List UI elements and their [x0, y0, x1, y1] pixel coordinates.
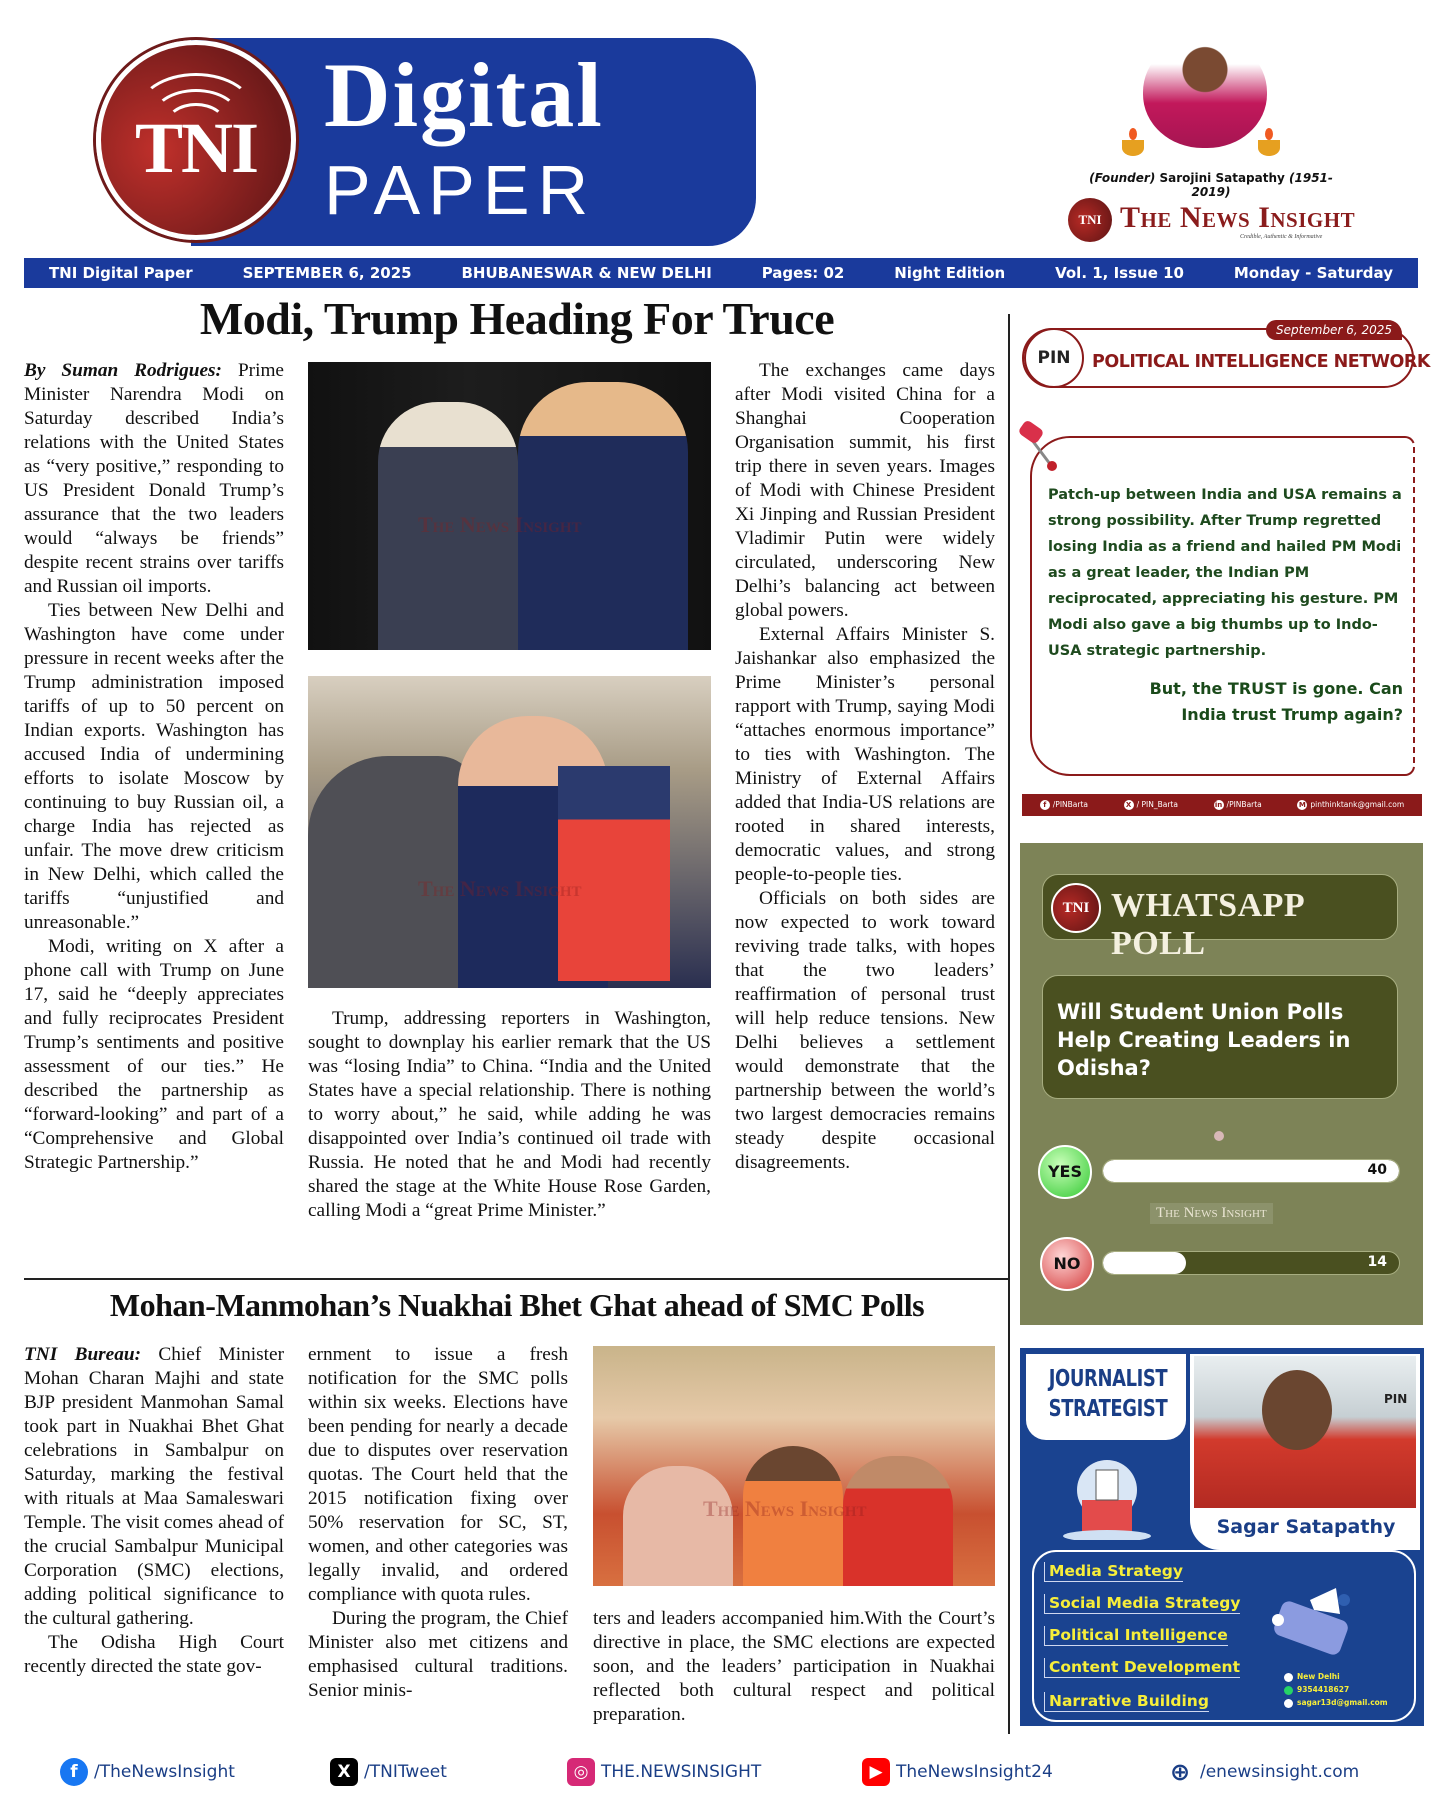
- megaphone-phone-icon: [1266, 1580, 1356, 1660]
- poll-no-bar: [1102, 1251, 1400, 1275]
- tni-logo: TNI: [1051, 883, 1101, 933]
- info-date: SEPTEMBER 6, 2025: [242, 264, 412, 282]
- poll-yes-bar: [1102, 1159, 1400, 1183]
- story1-paragraph: Prime Minister Narendra Modi on Saturday described India’s relations with the United States as “very positive,” responding to US President Donald Trump’s assurance that the two leaders would “always be friends” despite recent strains over tariffs and Russian oil imports.: [24, 360, 284, 597]
- story2-paragraph: ernment to issue a fresh notification for the SMC polls within six weeks. Elections have been pending for nearly a decade due to disputes over reservation quotas. The Court held that the 2015 notification fixing over 50% reservation for SC, ST, women, and other categories was legally invalid, and ordered compliance with quota rules.: [308, 1344, 568, 1605]
- footer-link-label: /TheNewsInsight: [94, 1762, 235, 1782]
- contact-location: [1284, 1670, 1388, 1683]
- poll-no-count: 14: [1367, 1254, 1387, 1270]
- founder-photo: [1143, 36, 1267, 148]
- founder-name: Sarojini Satapathy: [1159, 171, 1285, 185]
- poll-question-box: [1042, 975, 1398, 1099]
- founder-role: (Founder): [1089, 171, 1156, 185]
- poll-yes-count: 40: [1367, 1162, 1387, 1178]
- story1-column-2: [308, 1007, 711, 1223]
- story1-paragraph: External Affairs Minister S. Jaishankar also emphasized the Prime Minister’s personal rapport with Trump, saying Modi “attaches enormous importance” to ties with Washington. The Ministry of External Affairs added that India-US relations are rooted in shared interests, democratic values, and strong people-to-people ties.: [735, 624, 995, 885]
- info-pages: Pages: 02: [761, 264, 845, 282]
- info-paper-name: TNI Digital Paper: [48, 264, 193, 282]
- masthead-title: Digital: [324, 44, 604, 146]
- story1-headline: Modi, Trump Heading For Truce: [199, 293, 835, 344]
- footer-facebook-link[interactable]: [60, 1758, 235, 1786]
- x-icon: X: [330, 1758, 358, 1786]
- contact-email: [1284, 1696, 1388, 1709]
- masthead-logo: [96, 38, 756, 246]
- footer-website-link[interactable]: [1166, 1758, 1359, 1786]
- poll-header: [1042, 874, 1398, 962]
- tni-logo-circle: [96, 40, 296, 240]
- story2-paragraph: Chief Minister Mohan Charan Majhi and state BJP president Manmohan Samal took part in Nuakhai Bhet Ghat celebrations in Sambalpur on Saturday, marking the festival with rituals at Maa Samaleswari Temple. The visit comes ahead of the crucial Sambalpur Municipal Corporation (SMC) elections, adding political significance to the cultural gathering.: [24, 1344, 284, 1629]
- info-edition: Night Edition: [894, 264, 1006, 282]
- poll-no-button[interactable]: NO: [1040, 1237, 1094, 1291]
- nuakhai-celebration-photo: [593, 1346, 995, 1586]
- pin-date: September 6, 2025: [1266, 320, 1402, 340]
- pin-social-footer: [1022, 794, 1422, 816]
- tni-mini-logo-icon: [1214, 1131, 1224, 1141]
- pin-header: [1022, 323, 1430, 388]
- poll-watermark: The News Insight: [1150, 1203, 1273, 1224]
- modi-trump-photo-1: [308, 362, 711, 650]
- column-divider: [1008, 314, 1010, 1734]
- contact-email-text[interactable]: sagar13d@gmail.com: [1297, 1698, 1388, 1707]
- facebook-icon: f: [60, 1758, 88, 1786]
- footer-link-label: TheNewsInsight24: [896, 1762, 1053, 1782]
- skill-item: Social Media Strategy: [1044, 1594, 1240, 1614]
- pin-social-facebook[interactable]: [1040, 800, 1088, 810]
- watermark: The News Insight: [418, 876, 582, 901]
- strategist-title-line: JOURNALIST: [1048, 1366, 1168, 1392]
- story2-column-3: [593, 1607, 995, 1727]
- whatsapp-icon: [1284, 1686, 1293, 1695]
- story2-column-2: [308, 1343, 568, 1703]
- story2-column-1: [24, 1343, 284, 1679]
- skill-item: Narrative Building: [1044, 1692, 1209, 1712]
- footer-link-label: /TNITweet: [364, 1762, 447, 1782]
- tni-brand-logo: TNI: [1068, 198, 1112, 242]
- pin-logo: PIN: [1024, 328, 1084, 388]
- brand-name: The News Insight: [1120, 201, 1356, 234]
- pin-question: But, the TRUST is gone. Can India trust Trump again?: [1149, 679, 1403, 724]
- skill-item: Media Strategy: [1044, 1562, 1183, 1582]
- strategist-title-box: [1026, 1354, 1186, 1440]
- logo-text: TNI: [134, 108, 258, 188]
- skill-item: Political Intelligence: [1044, 1626, 1228, 1646]
- story1-paragraph: Trump, addressing reporters in Washington, sought to downplay his earlier remark that the US was “losing India” to China. “India and the United States have a special relationship. There is nothing to worry about,” he said, while adding he was disappointed over India’s continued oil trade with Russia. He noted that he and Modi had recently shared the stage at the White House Rose Garden, calling Modi a “great Prime Minister.”: [308, 1008, 711, 1221]
- facebook-icon: f: [1040, 800, 1050, 810]
- info-location: BHUBANESWAR & NEW DELHI: [461, 264, 712, 282]
- pin-name: POLITICAL INTELLIGENCE NETWORK: [1092, 352, 1430, 372]
- mail-icon: [1284, 1699, 1293, 1708]
- political-intelligence-network-card: [1018, 318, 1430, 818]
- story2-paragraph: During the program, the Chief Minister also met citizens and emphasised cultural traditions. Senior minis-: [308, 1608, 568, 1701]
- pin-social-label: pinthinktank@gmail.com: [1310, 800, 1405, 809]
- info-schedule: Monday - Saturday: [1233, 264, 1393, 282]
- story1-paragraph: Ties between New Delhi and Washington have come under pressure in recent weeks after the Trump administration imposed tariffs of up to 50 percent on Indian exports. Washington has accused India of undermining efforts to isolate Moscow by continuing to buy Russian oil, a charge India has rejected as unfair. The move drew criticism in New Delhi, which called the tariffs “unjustified and unreasonable.”: [24, 600, 284, 933]
- mail-icon: M: [1298, 801, 1306, 809]
- strategist-title-line: STRATEGIST: [1048, 1396, 1168, 1422]
- pin-body-text: Patch-up between India and USA remains a strong possibility. After Trump regretted losing India as a friend and hailed PM Modi as a great leader, the Indian PM reciprocated, appreciating his gesture. PM Modi also gave a big thumbs up to Indo-USA strategic partnership.: [1048, 487, 1402, 659]
- footer-youtube-link[interactable]: [862, 1758, 1053, 1786]
- strategist-photo: [1194, 1356, 1416, 1508]
- footer-x-link[interactable]: [330, 1758, 447, 1786]
- x-icon: X: [1124, 800, 1134, 810]
- modi-trump-photo-2: [308, 676, 711, 988]
- story1-column-1: [24, 359, 284, 1175]
- info-volume: Vol. 1, Issue 10: [1055, 264, 1184, 282]
- poll-yes-button[interactable]: YES: [1038, 1145, 1092, 1199]
- story2-paragraph: ters and leaders accompanied him.With the Court’s directive in place, the SMC elections are expected soon, and the leaders’ participation in Nuakhai reflected both cultural respect and political preparation.: [593, 1608, 995, 1725]
- poll-question: Will Student Union Polls Help Creating Leaders in Odisha?: [1057, 1000, 1351, 1080]
- pin-social-email[interactable]: [1297, 800, 1404, 810]
- story2-headline: Mohan-Manmohan’s Nuakhai Bhet Ghat ahead of SMC Polls: [109, 1287, 925, 1323]
- contact-phone: [1284, 1683, 1388, 1696]
- story1-paragraph: The exchanges came days after Modi visited China for a Shanghai Cooperation Organisation summit, his first trip there in seven years. Images of Modi with Chinese President Xi Jinping and Russian President Vladimir Putin were widely circulated, underscoring New Delhi’s balancing act between global powers.: [735, 360, 995, 621]
- strategist-photo-frame: [1190, 1354, 1420, 1550]
- whatsapp-poll-card: [1020, 843, 1423, 1325]
- photo-figure: [623, 1466, 733, 1586]
- story1-paragraph: Modi, writing on X after a phone call with Trump on June 17, said he “deeply appreciates and fully reciprocates President Trump’s sentiments and positive assessment of our ties.” He described the partnership as “forward-looking” and part of a “Comprehensive and Global Strategic Partnership.”: [24, 936, 284, 1173]
- brand-tagline: Credible, Authentic & Informative: [1240, 234, 1323, 240]
- story1-byline: By Suman Rodrigues:: [24, 360, 222, 381]
- social-footer: [0, 1752, 1440, 1792]
- globe-icon: ⊕: [1166, 1758, 1194, 1786]
- strategist-name: Sagar Satapathy: [1216, 1516, 1396, 1538]
- story2-byline: TNI Bureau:: [24, 1344, 142, 1365]
- footer-instagram-link[interactable]: [567, 1758, 761, 1786]
- story2-paragraph: The Odisha High Court recently directed the state gov-: [24, 1632, 284, 1677]
- edition-info-bar: [24, 258, 1418, 288]
- pin-social-label: /PINBarta: [1052, 800, 1089, 809]
- poll-yes-fill: [1103, 1160, 1399, 1182]
- signed-book: [558, 766, 670, 981]
- founder-caption: [1076, 171, 1346, 199]
- photo-figure: [308, 756, 478, 988]
- pin-social-label: / PIN_Barta: [1136, 800, 1178, 809]
- instagram-icon: ◎: [567, 1758, 595, 1786]
- strategist-skills-panel: [1032, 1550, 1416, 1722]
- pin-social-linkedin[interactable]: [1214, 800, 1262, 810]
- watermark: The News Insight: [703, 1496, 867, 1521]
- strategist-photo-logo: PIN: [1384, 1392, 1408, 1406]
- ballot-box-icon: [1052, 1460, 1162, 1540]
- diya-lamp-icon: [1122, 140, 1144, 156]
- linkedin-icon: in: [1214, 801, 1223, 809]
- youtube-icon: ▶: [862, 1758, 890, 1786]
- masthead-subtitle: PAPER: [324, 151, 597, 229]
- strategist-title: [1047, 1364, 1169, 1424]
- location-pin-icon: [1284, 1673, 1293, 1682]
- strategist-ad: [1020, 1348, 1424, 1726]
- story1-paragraph: Officials on both sides are now expected to work toward reviving trade talks, with hopes that the two leaders’ reaffirmation of personal trust will help reduce tensions. New Delhi believes a settlement would demonstrate that the partnership between the world’s two largest democracies remains steady despite occasional disagreements.: [735, 888, 995, 1173]
- strategist-contact: [1284, 1670, 1388, 1709]
- photo-figure: [1262, 1370, 1332, 1450]
- poll-title: WHATSAPP POLL: [1111, 887, 1304, 962]
- pin-social-label: /PINBarta: [1226, 800, 1262, 809]
- pushpin-icon: [1018, 418, 1058, 478]
- poll-no-fill: [1103, 1252, 1186, 1274]
- pin-social-x[interactable]: [1124, 800, 1178, 810]
- footer-link-label: THE.NEWSINSIGHT: [601, 1762, 762, 1782]
- founder-years: (1951-2019): [1191, 171, 1333, 199]
- footer-link-label: /enewsinsight.com: [1200, 1762, 1360, 1782]
- story1-column-3: [735, 359, 995, 1175]
- contact-location-text: New Delhi: [1297, 1672, 1340, 1681]
- skill-item: Content Development: [1044, 1658, 1240, 1678]
- section-divider: [24, 1278, 1008, 1280]
- contact-phone-text: 9354418627: [1297, 1685, 1350, 1694]
- watermark: The News Insight: [418, 512, 582, 537]
- diya-lamp-icon: [1258, 140, 1280, 156]
